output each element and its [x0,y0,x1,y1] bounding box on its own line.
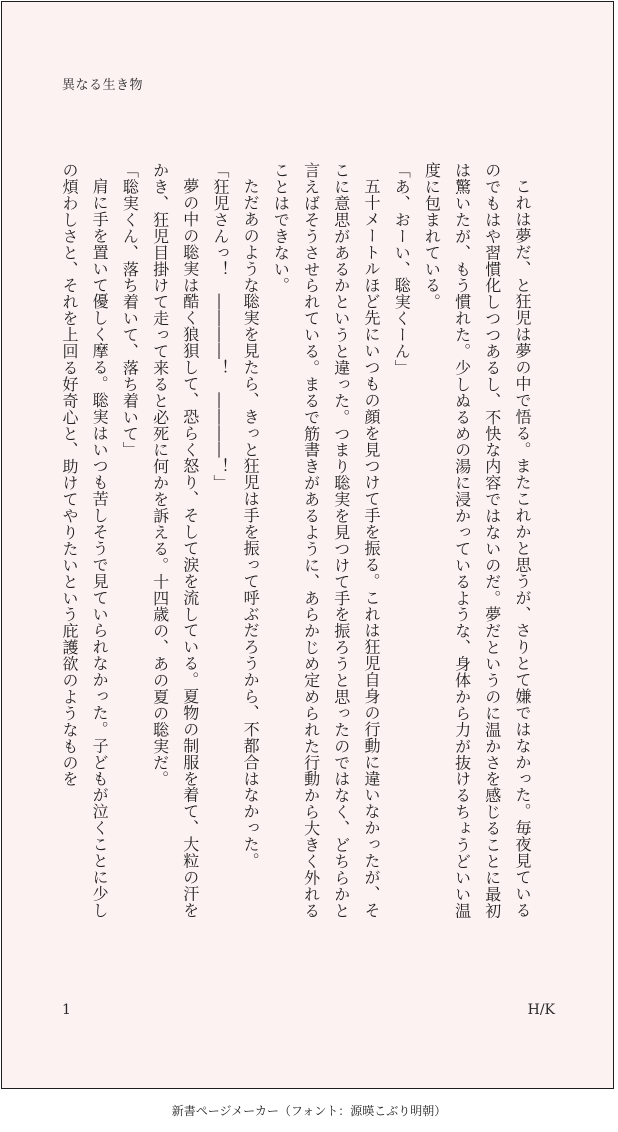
dialogue-line: 「あ、おーい、聡実くーん」 [392,162,412,376]
paragraph: これは夢だ、と狂児は夢の中で悟る。またこれかと思うが、さりとて嫌ではなかった。毎夜見ているのでもはや習慣化しつつあるし、不快な内容ではないのだ。夢だというのに温かさを感じることに最初は驚いたが、もう慣れた。少しぬるめの湯に浸かっているような、身体から力が抜けるちょうどいい温度に包まれている。 [422,162,532,919]
dialogue-line: 「狂児さんっ！ ――――！ ――――！」 [210,162,230,491]
vertical-body-text [59,162,537,922]
paragraph: 五十メートルほど先にいつもの顔を見つけて手を振る。これは狂児自身の行動に違いなかったが、そこに意思があるかというと違った。つまり聡実を見つけて手を振ろうと思ったのではなく、どちらかと言えばそうさせられている。まるで筋書きがあるように、あらかじめ定められた行動から大きく外れることはできない。 [271,162,381,919]
paragraph: ただあのような聡実を見たら、きっと狂児は手を振って呼ぶだろうから、不都合はなかった。 [241,178,261,869]
paragraph: 肩に手を置いて優しく摩る。聡実はいつも苦しそうで見ていられなかった。子どもが泣くことに少しの煩わしさと、それを上回る好奇心と、助けてやりたいという庇護欲のようなものを [59,162,110,919]
page-number: 1 [62,1002,71,1018]
generator-credit: 新書ページメーカー（フォント：源暎こぶり明朝） [171,1104,447,1118]
dialogue-line: 「聡実くん、落ち着いて、落ち着いて」 [120,162,140,459]
author-name: H/K [527,1002,555,1018]
book-page [1,1,614,1089]
paragraph: 夢の中の聡実は酷く狼狽して、恐らく怒り、そして涙を流している。夏物の制服を着て、大粒の汗をかき、狂児目掛けて走って来ると必死に何かを訴える。十四歳の、あの夏の聡実だ。 [150,162,200,919]
chapter-title: 異なる生き物 [62,78,144,93]
